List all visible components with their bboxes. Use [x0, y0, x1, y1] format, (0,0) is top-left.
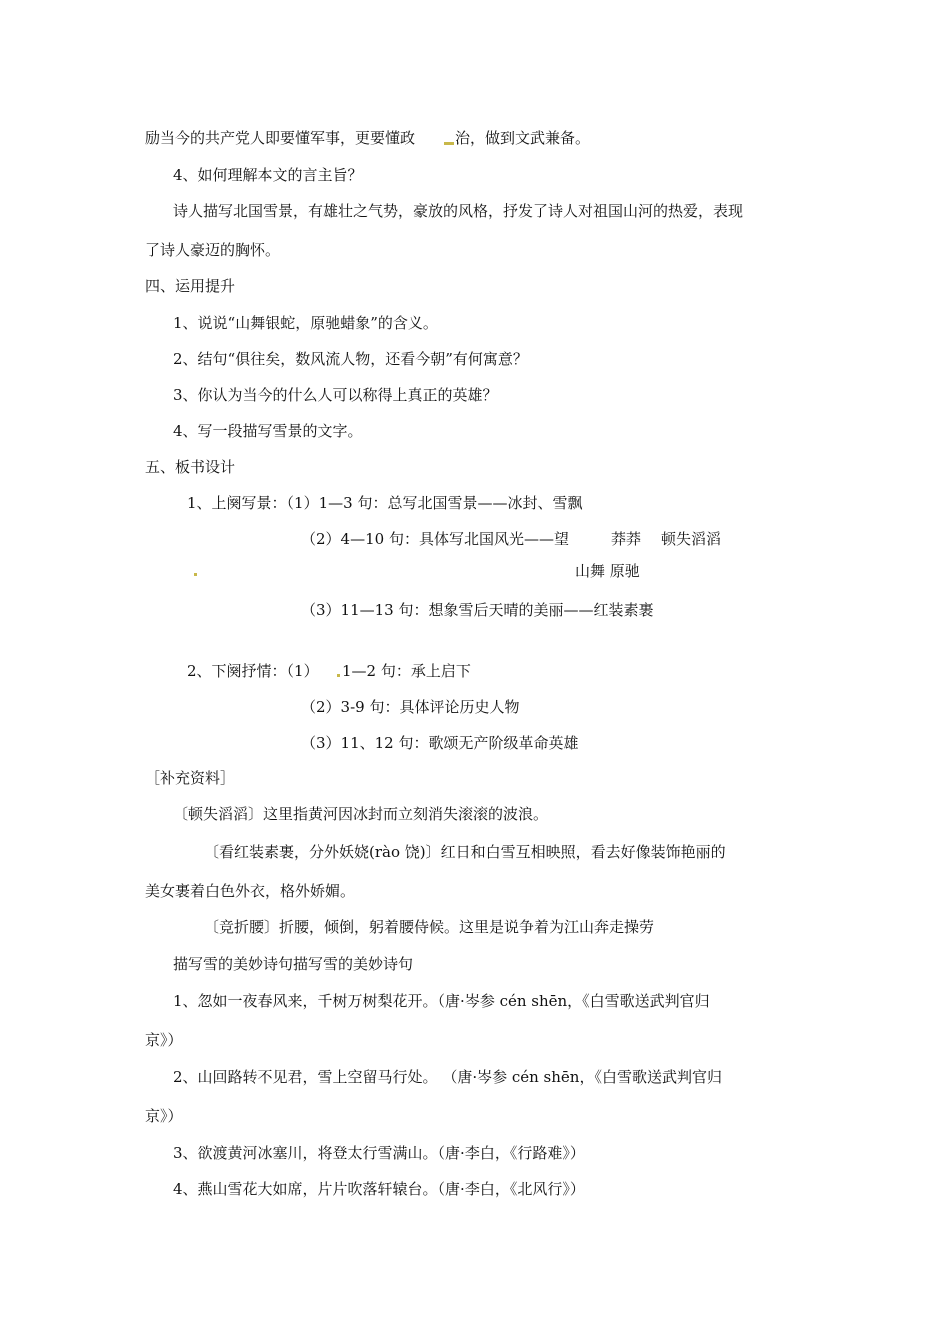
- question-line: 4、写一段描写雪景的文字。: [173, 422, 363, 440]
- supplement-heading: ［补充资料］: [145, 769, 236, 787]
- question-line: 2、结句“俱往矣，数风流人物，还看今朝”有何寓意？: [173, 350, 528, 368]
- poem-line: 2、山回路转不见君，雪上空留马行处。 （唐·岑参 cén shēn，《白雪歌送武判官归: [173, 1068, 722, 1086]
- board-line: 1—2 句：承上启下: [342, 662, 471, 680]
- highlight-mark: [444, 142, 454, 145]
- question-line: 3、你认为当今的什么人可以称得上真正的英雄？: [173, 386, 498, 404]
- paragraph-line: 诗人描写北国雪景，有雄壮之气势，豪放的风格，抒发了诗人对祖国山河的热爱，表现: [173, 202, 744, 220]
- board-line: 山舞 原驰: [575, 562, 640, 580]
- board-line: 2、下阕抒情：（1）: [187, 662, 319, 680]
- paragraph-line: 励当今的共产党人即要懂军事，更要懂政: [145, 129, 416, 147]
- note-line: 〔看红装素裹，分外妖娆(rào 饶)〕红日和白雪互相映照，看去好像装饰艳丽的: [204, 843, 726, 861]
- section-heading: 五、板书设计: [145, 458, 236, 476]
- board-line: 莽莽: [611, 530, 642, 548]
- board-line: 1、上阕写景：（1）1—3 句：总写北国雪景——冰封、雪飘: [187, 494, 583, 512]
- board-line: （2）3-9 句：具体评论历史人物: [301, 698, 520, 716]
- poem-line: 3、欲渡黄河冰塞川，将登太行雪满山。（唐·李白，《行路难》）: [173, 1144, 585, 1162]
- stray-dot: [337, 674, 340, 677]
- poem-line: 1、忽如一夜春风来，千树万树梨花开。（唐·岑参 cén shēn，《白雪歌送武判官归: [173, 992, 710, 1010]
- note-line: 〔竞折腰〕折腰，倾倒，躬着腰侍候。这里是说争着为江山奔走操劳: [204, 918, 655, 936]
- question-line: 1、说说“山舞银蛇，原驰蜡象”的含义。: [173, 314, 438, 332]
- note-line: 描写雪的美妙诗句描写雪的美妙诗句: [173, 955, 414, 973]
- board-line: （3）11、12 句：歌颂无产阶级革命英雄: [301, 734, 579, 752]
- note-line: 美女裹着白色外衣，格外娇媚。: [145, 882, 356, 900]
- board-line: 顿失滔滔: [661, 530, 722, 548]
- poem-line: 4、燕山雪花大如席，片片吹落轩辕台。（唐·李白，《北风行》）: [173, 1180, 585, 1198]
- paragraph-line: 治，做到文武兼备。: [455, 129, 591, 147]
- poem-line: 京》）: [145, 1031, 183, 1049]
- section-heading: 四、运用提升: [145, 277, 236, 295]
- question-line: 4、如何理解本文的言主旨？: [173, 166, 363, 184]
- note-line: 〔顿失滔滔〕这里指黄河因冰封而立刻消失滚滚的波浪。: [173, 805, 549, 823]
- board-line: （3）11—13 句：想象雪后天晴的美丽——红装素裹: [301, 601, 654, 619]
- paragraph-line: 了诗人豪迈的胸怀。: [145, 241, 281, 259]
- poem-line: 京》）: [145, 1107, 183, 1125]
- stray-dot: [194, 573, 197, 576]
- board-line: （2）4—10 句：具体写北国风光——望: [301, 530, 569, 548]
